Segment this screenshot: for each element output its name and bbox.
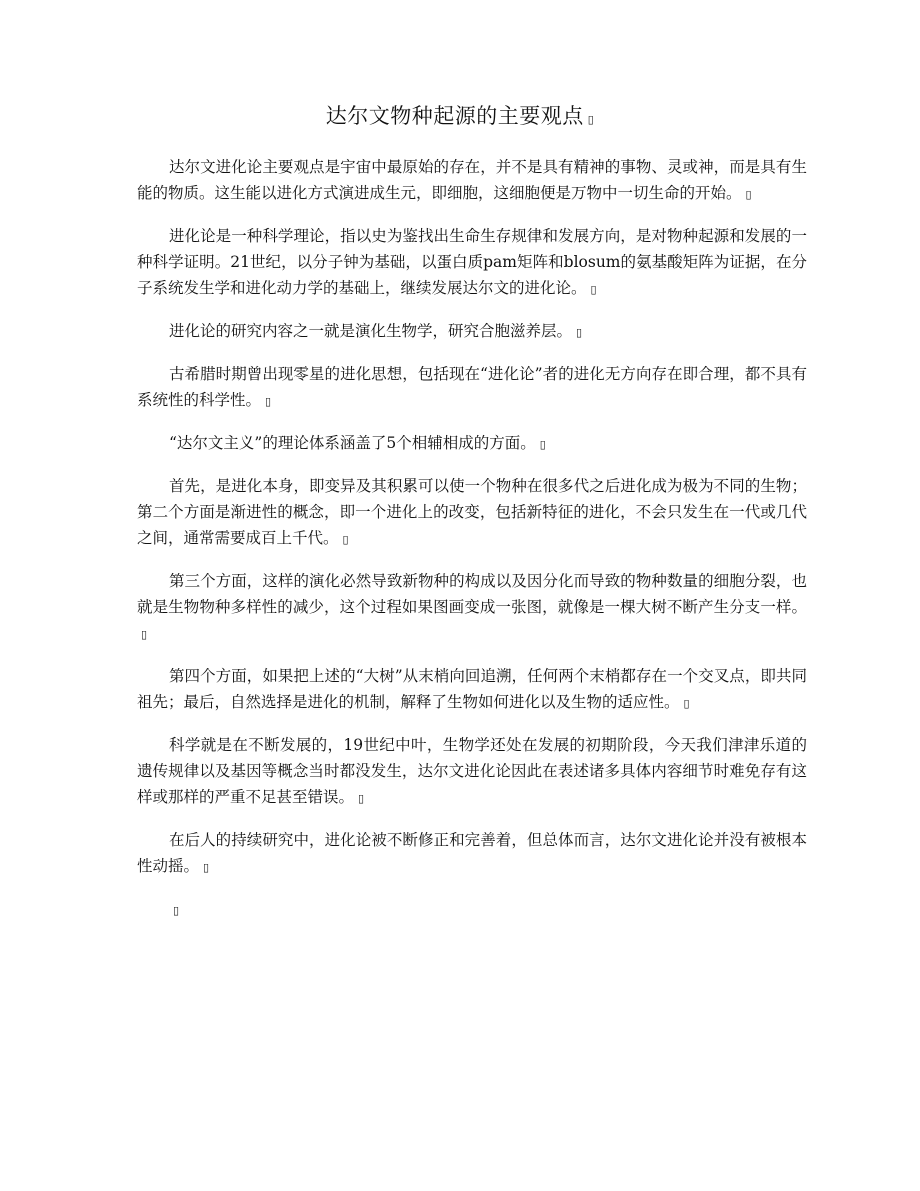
paragraph bbox=[137, 361, 807, 415]
paragraph-mark: ▯ bbox=[173, 904, 180, 917]
paragraph bbox=[137, 430, 807, 458]
paragraph-mark: ▯ bbox=[141, 628, 148, 641]
paragraph-mark: ▯ bbox=[358, 792, 365, 805]
paragraph-text: 进化论是一种科学理论，指以史为鉴找出生命生存规律和发展方向，是对物种起源和发展的一种科学证明。21世纪，以分子钟为基础，以蛋白质pam矩阵和blosum的氨基酸矩阵为证据，在分子系统发生学和进化动力学的基础上，继续发展达尔文的进化论。 bbox=[137, 227, 807, 297]
document-body bbox=[137, 154, 807, 939]
paragraph-text: 达尔文进化论主要观点是宇宙中最原始的存在，并不是具有精神的事物、灵或神，而是具有生能的物质。这生能以进化方式演进成生元，即细胞，这细胞便是万物中一切生命的开始。 bbox=[137, 158, 807, 202]
paragraph-mark: ▯ bbox=[683, 697, 690, 710]
paragraph bbox=[137, 223, 807, 303]
paragraph-mark: ▯ bbox=[265, 395, 272, 408]
document-title bbox=[0, 101, 920, 135]
paragraph-text: 第四个方面，如果把上述的“大树”从末梢向回追溯，任何两个末梢都存在一个交叉点，即共同祖先；最后，自然选择是进化的机制，解释了生物如何进化以及生物的适应性。 bbox=[137, 667, 807, 711]
title-text: 达尔文物种起源的主要观点 bbox=[325, 104, 584, 128]
paragraph-text: 第三个方面，这样的演化必然导致新物种的构成以及因分化而导致的物种数量的细胞分裂，也就是生物物种多样性的减少，这个过程如果图画变成一张图，就像是一棵大树不断产生分支一样。 bbox=[137, 572, 807, 616]
paragraph-text: 进化论的研究内容之一就是演化生物学，研究合胞滋养层。 bbox=[169, 322, 573, 340]
empty-paragraph bbox=[137, 896, 807, 924]
paragraph bbox=[137, 568, 807, 648]
paragraph bbox=[137, 318, 807, 346]
paragraph-text: 在后人的持续研究中，进化论被不断修正和完善着，但总体而言，达尔文进化论并没有被根本性动摇。 bbox=[137, 831, 807, 875]
paragraph-text: 科学就是在不断发展的，19世纪中叶，生物学还处在发展的初期阶段，今天我们津津乐道的遗传规律以及基因等概念当时都没发生，达尔文进化论因此在表述诸多具体内容细节时难免存有这样或那样的严重不足甚至错误。 bbox=[137, 736, 807, 806]
paragraph-mark: ▯ bbox=[590, 283, 597, 296]
paragraph-text: 古希腊时期曾出现零星的进化思想，包括现在“进化论”者的进化无方向存在即合理，都不具有系统性的科学性。 bbox=[137, 365, 807, 409]
paragraph bbox=[137, 473, 807, 553]
paragraph bbox=[137, 732, 807, 812]
paragraph bbox=[137, 663, 807, 717]
paragraph bbox=[137, 154, 807, 208]
paragraph-mark: ▯ bbox=[576, 326, 583, 339]
paragraph-mark: ▯ bbox=[342, 533, 349, 546]
paragraph-mark: ▯ bbox=[539, 438, 546, 451]
paragraph-mark: ▯ bbox=[745, 188, 752, 201]
paragraph-mark: ▯ bbox=[203, 861, 210, 874]
paragraph-mark: ▯ bbox=[587, 113, 595, 126]
paragraph bbox=[137, 827, 807, 881]
paragraph-text: 首先，是进化本身，即变异及其积累可以使一个物种在很多代之后进化成为极为不同的生物；第二个方面是渐进性的概念，即一个进化上的改变，包括新特征的进化，不会只发生在一代或几代之间，通常需要成百上千代。 bbox=[137, 477, 807, 547]
paragraph-text: “达尔文主义”的理论体系涵盖了5个相辅相成的方面。 bbox=[169, 434, 536, 452]
